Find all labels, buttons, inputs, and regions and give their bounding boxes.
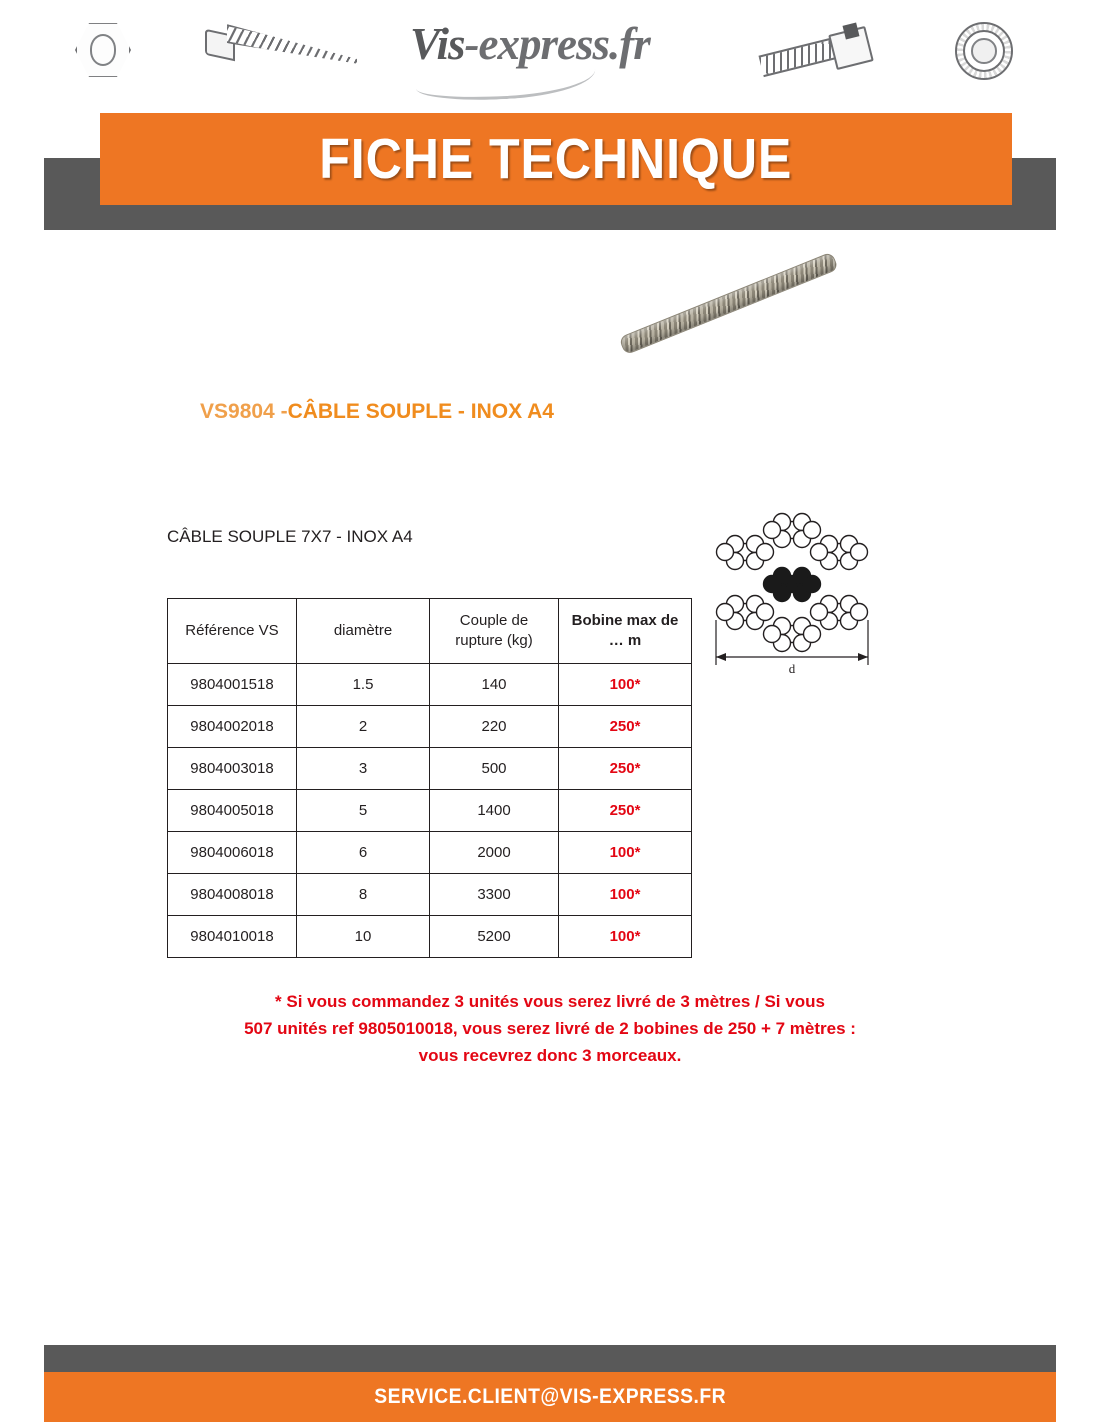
footer-email[interactable]: SERVICE.CLIENT@VIS-EXPRESS.FR bbox=[374, 1385, 726, 1408]
cell-coil-max: 250* bbox=[559, 790, 692, 832]
cell-diameter: 8 bbox=[297, 874, 430, 916]
table-row bbox=[168, 706, 692, 748]
table-header-row bbox=[168, 599, 692, 664]
cell-diameter: 3 bbox=[297, 748, 430, 790]
product-title bbox=[200, 400, 554, 424]
cell-reference: 9804003018 bbox=[168, 748, 297, 790]
cell-breaking-load: 500 bbox=[430, 748, 559, 790]
footer-bar bbox=[44, 1372, 1056, 1422]
footnote-line-2: 507 unités ref 9805010018, vous serez livré de 2 bobines de 250 + 7 mètres : bbox=[244, 1019, 856, 1039]
cell-reference: 9804005018 bbox=[168, 790, 297, 832]
product-name: CÂBLE SOUPLE - INOX A4 bbox=[287, 400, 554, 423]
cable-product-image bbox=[612, 285, 862, 420]
cell-coil-max: 100* bbox=[559, 916, 692, 958]
cell-diameter: 6 bbox=[297, 832, 430, 874]
col-header-diameter: diamètre bbox=[297, 599, 430, 664]
diagram-label-d: d bbox=[788, 661, 796, 676]
cable-cross-section-diagram bbox=[700, 500, 890, 685]
table-row bbox=[168, 832, 692, 874]
spec-table-wrapper bbox=[167, 598, 692, 958]
product-reference: VS9804 - bbox=[200, 400, 288, 423]
footnote-line-1: * Si vous commandez 3 unités vous serez livré de 3 mètres / Si vous bbox=[275, 992, 825, 1011]
col-header-breaking-load bbox=[430, 599, 559, 664]
cell-reference: 9804006018 bbox=[168, 832, 297, 874]
cell-breaking-load: 3300 bbox=[430, 874, 559, 916]
cell-reference: 9804002018 bbox=[168, 706, 297, 748]
footnote bbox=[120, 988, 980, 1070]
cell-diameter: 5 bbox=[297, 790, 430, 832]
cell-coil-max: 250* bbox=[559, 706, 692, 748]
col-header-reference: Référence VS bbox=[168, 599, 297, 664]
cell-reference: 9804001518 bbox=[168, 664, 297, 706]
cell-diameter: 10 bbox=[297, 916, 430, 958]
footnote-line-3: vous recevrez donc 3 morceaux. bbox=[418, 1046, 682, 1066]
cell-breaking-load: 1400 bbox=[430, 790, 559, 832]
cell-coil-max: 250* bbox=[559, 748, 692, 790]
col-header-coil-max-line1: Bobine max de bbox=[571, 611, 679, 629]
round-nut-icon bbox=[955, 22, 1009, 76]
cell-breaking-load: 220 bbox=[430, 706, 559, 748]
col-header-breaking-load-line1: Couple de bbox=[459, 611, 529, 629]
spec-table bbox=[167, 598, 692, 958]
bolt-icon bbox=[760, 22, 880, 82]
table-row bbox=[168, 874, 692, 916]
logo-swoosh-icon bbox=[415, 69, 596, 103]
cell-breaking-load: 140 bbox=[430, 664, 559, 706]
page-header bbox=[0, 0, 1100, 108]
cell-reference: 9804008018 bbox=[168, 874, 297, 916]
cell-coil-max: 100* bbox=[559, 874, 692, 916]
cell-breaking-load: 5200 bbox=[430, 916, 559, 958]
product-subtitle: CÂBLE SOUPLE 7X7 - INOX A4 bbox=[167, 527, 413, 546]
logo-text-express: -express.fr bbox=[464, 19, 650, 69]
banner-title-bar bbox=[100, 113, 1012, 205]
table-row bbox=[168, 748, 692, 790]
page-title: FICHE TECHNIQUE bbox=[319, 127, 793, 191]
logo-text-vis: Vis bbox=[410, 19, 465, 69]
table-row bbox=[168, 916, 692, 958]
col-header-breaking-load-line2: rupture (kg) bbox=[455, 632, 533, 649]
cell-coil-max: 100* bbox=[559, 832, 692, 874]
cell-diameter: 2 bbox=[297, 706, 430, 748]
cell-reference: 9804010018 bbox=[168, 916, 297, 958]
table-row bbox=[168, 790, 692, 832]
site-logo bbox=[410, 18, 690, 88]
cell-breaking-load: 2000 bbox=[430, 832, 559, 874]
cell-coil-max: 100* bbox=[559, 664, 692, 706]
col-header-coil-max bbox=[559, 599, 692, 664]
wood-screw-icon bbox=[205, 20, 365, 80]
cell-diameter: 1.5 bbox=[297, 664, 430, 706]
table-row bbox=[168, 664, 692, 706]
hex-nut-icon bbox=[75, 22, 127, 74]
col-header-coil-max-line2: … m bbox=[608, 632, 642, 649]
